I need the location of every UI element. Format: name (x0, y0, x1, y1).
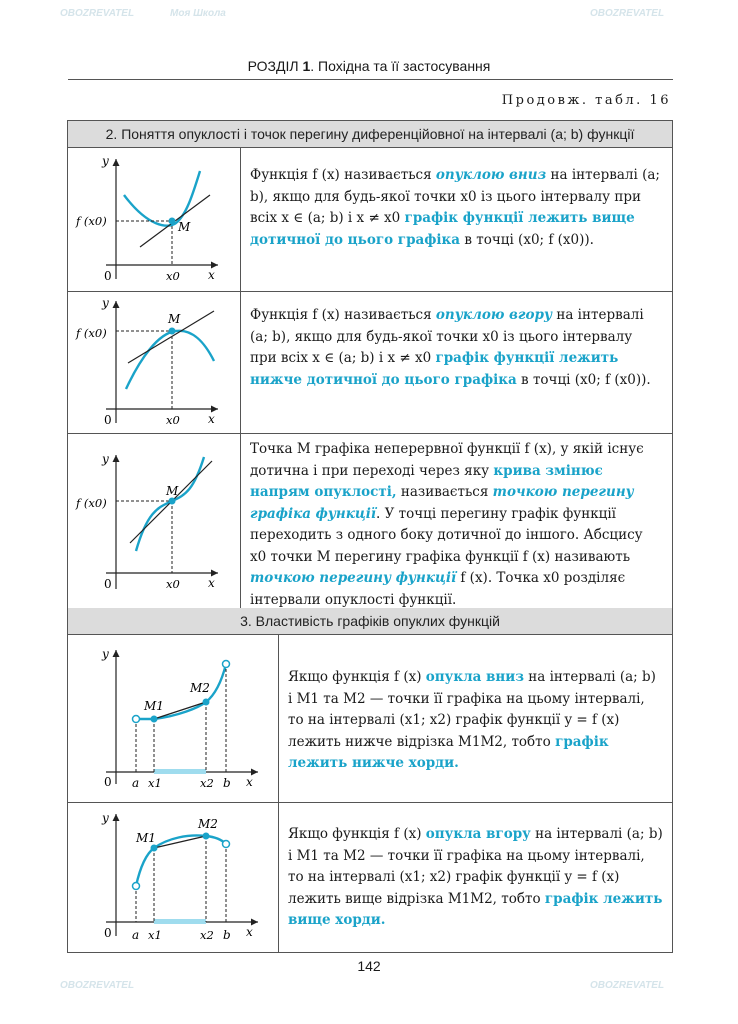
point-m2 (203, 833, 210, 840)
text-part: Функція f (x) називається (250, 307, 436, 323)
page-number: 142 (357, 958, 381, 974)
text-part: на інтервалі (a; b), якщо для будь-якої точки x0 із цього інтервалу при всіх x ∈ (a; b) і x ≠ x0 (250, 307, 644, 366)
interval-highlight (154, 919, 206, 924)
watermark-text: OBOZREVATEL (590, 980, 665, 991)
graph-chord-convex-down (68, 634, 278, 802)
header-divider (68, 79, 673, 80)
text-part: на інтервалі (a; b) і M1 та M2 — точки її графіка на цьому інтервалі, то на інтервалі (x1; x2) графік функції y = f (x) лежить нижче відрізка M1M2, тобто (288, 669, 656, 750)
graph-convex-up (68, 291, 240, 433)
label-y: y (102, 811, 109, 825)
graph-chord-convex-up (68, 802, 278, 952)
label-m: M (166, 484, 179, 498)
label-m2: M2 (198, 817, 218, 831)
section-2-title (67, 120, 673, 148)
label-x2: x2 (200, 928, 214, 942)
label-m: M (168, 312, 181, 326)
label-b: b (223, 928, 231, 942)
table-row (67, 147, 673, 292)
label-fx0: f (x0) (76, 214, 107, 228)
watermark-text: OBOZREVATEL (60, 8, 135, 19)
graph-inflection (68, 433, 240, 608)
cell-divider (240, 433, 241, 608)
definition-convex-up (250, 305, 662, 391)
highlight-term: опукла вгору (425, 826, 531, 842)
section-3-title-text: 3. Властивість графіків опуклих функцій (240, 613, 500, 629)
highlight-phrase: графік функції лежить нижче дотичної до цього графіка (250, 350, 619, 388)
watermark-text: OBOZREVATEL (60, 980, 135, 991)
watermark-text: OBOZREVATEL (590, 8, 665, 19)
label-x: x (246, 925, 253, 939)
label-x: x (246, 775, 253, 789)
label-x1: x1 (148, 928, 162, 942)
section-title: . Похідна та її застосування (310, 58, 491, 74)
highlight-term: опукла вниз (425, 669, 524, 685)
highlight-term: точкою перегину функції (250, 570, 457, 586)
highlight-phrase: крива змінює напрям опуклості, (250, 462, 603, 500)
label-a: a (132, 776, 140, 790)
label-x1: x1 (148, 776, 162, 790)
open-endpoint (223, 841, 230, 848)
section-3-title (67, 608, 673, 635)
label-y: y (102, 154, 109, 168)
open-endpoint (223, 661, 230, 668)
label-zero: 0 (104, 269, 112, 283)
highlight-phrase: графік лежить вище хорди. (288, 890, 663, 928)
cell-divider (240, 147, 241, 291)
point-m1 (151, 845, 158, 852)
open-endpoint (133, 883, 140, 890)
table-row (67, 802, 673, 953)
property-convex-down (288, 667, 664, 775)
label-fx0: f (x0) (76, 496, 107, 510)
label-x: x (208, 412, 215, 426)
label-x2: x2 (200, 776, 214, 790)
label-zero: 0 (104, 577, 112, 591)
cell-divider (278, 802, 279, 952)
text-part: Якщо функція f (x) (288, 669, 426, 685)
highlight-phrase: графік функції лежить вище дотичної до цього графіка (250, 210, 635, 248)
label-x0: x0 (166, 269, 180, 283)
section-2-title-text: 2. Поняття опуклості і точок перегину диференційовної на інтервалі (a; b) функції (105, 126, 635, 142)
text-part: на інтервалі (a; b), якщо для будь-якої точки x0 із цього інтервалу при всіх x ∈ (a; b) і x ≠ x0 (250, 167, 660, 226)
text-part: називається (396, 484, 493, 500)
point-m1 (151, 716, 158, 723)
text-part: на інтервалі (a; b) і M1 та M2 — точки її графіка на цьому інтервалі, то на інтервалі (x1; x2) графік функції y = f (x) лежить вище відрізка M1M2, тобто (288, 826, 663, 907)
highlight-term: опуклою вгору (435, 307, 553, 323)
label-m1: M1 (144, 699, 164, 713)
label-a: a (132, 928, 140, 942)
open-endpoint (133, 716, 140, 723)
text-part: f (x). Точка x0 розділяє інтервали опуклості функції. (250, 570, 626, 608)
label-y: y (102, 647, 109, 661)
point-m (169, 328, 176, 335)
label-x0: x0 (166, 413, 180, 427)
label-x0: x0 (166, 577, 180, 591)
point-m (169, 218, 176, 225)
text-part: в точці (x0; f (x0)). (460, 231, 594, 248)
function-curve (124, 171, 200, 226)
label-y: y (102, 296, 109, 310)
label-zero: 0 (104, 926, 112, 940)
function-curve (136, 457, 204, 551)
label-zero: 0 (104, 775, 112, 789)
section-number: 1 (302, 58, 311, 74)
highlight-phrase: графік лежить нижче хорди. (288, 733, 609, 771)
section-label: РОЗДІЛ (247, 58, 299, 74)
running-header (0, 58, 738, 74)
cell-divider (278, 634, 279, 802)
text-part: Точка M графіка неперервної функції f (x), у якій існує дотична і при переході через яку (250, 441, 644, 479)
interval-highlight (154, 769, 206, 774)
property-convex-up (288, 824, 664, 932)
highlight-term: точкою перегину графіка функції (250, 484, 634, 522)
watermark-text: Моя Школа (170, 8, 226, 19)
text-part: Якщо функція f (x) (288, 826, 426, 842)
label-m: M (178, 220, 191, 234)
point-m (169, 498, 176, 505)
label-m2: M2 (190, 681, 210, 695)
highlight-term: опуклою вниз (435, 167, 547, 183)
graph-convex-down (68, 147, 240, 291)
function-curve (126, 331, 214, 389)
text-part: . У точці перегину графік функції переходить з одного боку дотичної до іншого. Абсцису x0 точки M перегину графіка функції f (x) називають (250, 505, 643, 565)
definition-inflection (250, 439, 662, 611)
label-y: y (102, 452, 109, 466)
label-x: x (208, 576, 215, 590)
label-zero: 0 (104, 413, 112, 427)
text-part: Функція f (x) називається (250, 167, 436, 183)
label-fx0: f (x0) (76, 326, 107, 340)
continued-label: Продовж. табл. 16 (501, 93, 671, 108)
text-part: в точці (x0; f (x0)). (516, 371, 651, 388)
label-b: b (223, 776, 231, 790)
label-m1: M1 (136, 831, 156, 845)
cell-divider (240, 291, 241, 433)
definition-convex-down (250, 165, 662, 251)
label-x: x (208, 268, 215, 282)
table-row (67, 433, 673, 609)
point-m2 (203, 699, 210, 706)
table-row (67, 291, 673, 434)
table-row (67, 634, 673, 803)
